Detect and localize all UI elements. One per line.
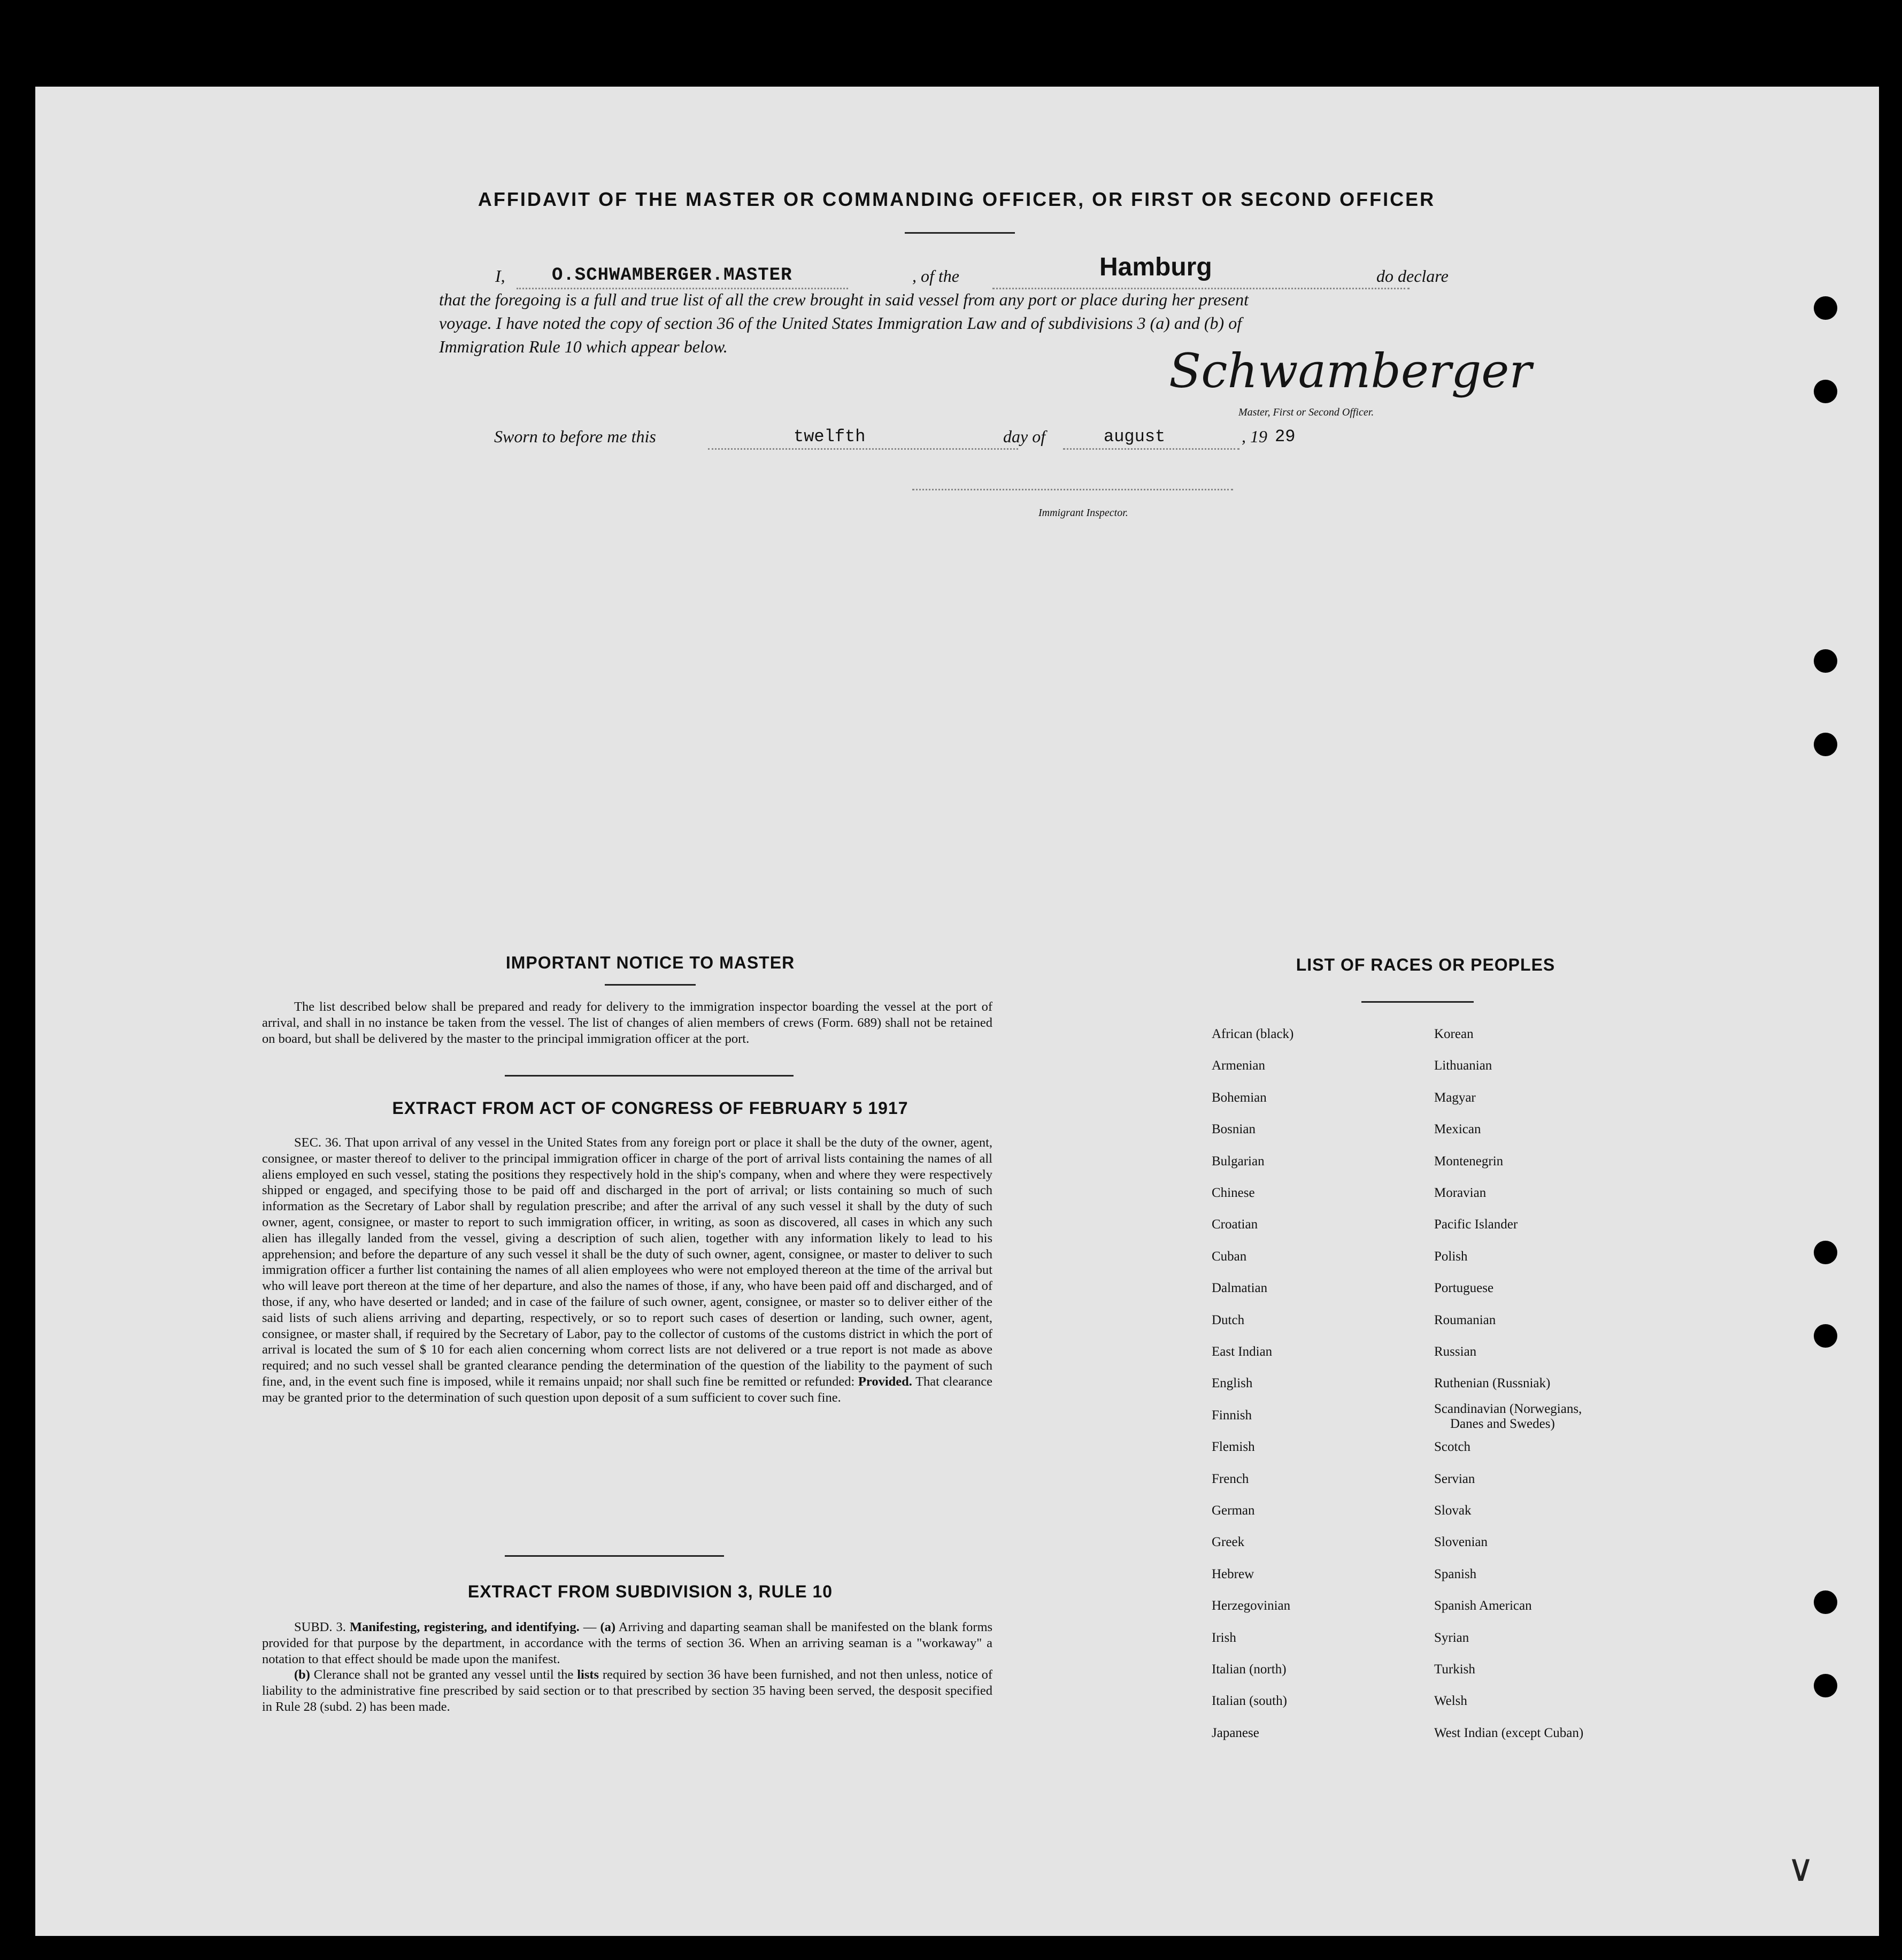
race-label: Montenegrin <box>1434 1154 1504 1169</box>
race-item <box>1434 1567 1476 1582</box>
race-label: Russian <box>1434 1344 1477 1359</box>
race-item <box>1434 1402 1582 1432</box>
notice-text <box>262 999 992 1047</box>
race-label: Magyar <box>1434 1090 1476 1105</box>
race-item <box>1434 1249 1468 1264</box>
master-signature: Schwamberger <box>1169 343 1532 398</box>
race-label: Slovak <box>1434 1503 1472 1518</box>
race-item: East Indian <box>1212 1344 1273 1359</box>
provided-label: Provided. <box>858 1374 912 1389</box>
race-label: Pacific Islander <box>1434 1217 1518 1232</box>
race-label: Syrian <box>1434 1630 1469 1645</box>
race-label: Polish <box>1434 1249 1468 1264</box>
subd-a-text: Arriving and daparting seaman shall be manifested on the blank forms provided for that purpose by the department, in accordance with the terms of section 36. When an arriving seaman is a "workaway" a notation to that effect should be made upon the manifest. <box>262 1620 993 1666</box>
subd-heading: Manifesting, registering, and identifying. <box>350 1620 580 1634</box>
sworn-day-line <box>708 448 1018 450</box>
binder-hole <box>1814 296 1837 320</box>
race-item <box>1434 1313 1496 1328</box>
race-item: Chinese <box>1212 1186 1255 1200</box>
race-item <box>1434 1027 1474 1042</box>
master-name: O.SCHWAMBERGER.MASTER <box>552 265 792 286</box>
race-item: Japanese <box>1212 1725 1259 1740</box>
race-item <box>1434 1281 1493 1296</box>
race-item: English <box>1212 1376 1253 1391</box>
declaration-line-2: voyage. I have noted the copy of section 36 of the United States Immigration Law and of subdivisions 3 (a) and (b) of <box>439 313 1242 333</box>
race-label: Moravian <box>1434 1186 1487 1200</box>
binder-hole <box>1814 1590 1837 1614</box>
race-item: Bosnian <box>1212 1122 1256 1137</box>
race-item: Greek <box>1212 1535 1245 1550</box>
notice-title: IMPORTANT NOTICE TO MASTER <box>505 953 795 972</box>
notice-paragraph: The list described below shall be prepared and ready for delivery to the immigration inspector boarding the vessel at the port of arrival, and shall in no instance be taken from the vessel. The list of changes of alien members of crews (Form. 689) shall not be retained on board, but shall be delivered by the master to the principal immigration officer at the port. <box>262 1000 992 1046</box>
inspector-label: Immigrant Inspector. <box>1038 507 1128 519</box>
race-label: Portuguese <box>1434 1281 1494 1296</box>
document-page <box>35 87 1879 1936</box>
race-item: Italian (south) <box>1212 1694 1287 1709</box>
day-of-label: day of <box>1003 427 1046 446</box>
race-item: Croatian <box>1212 1217 1258 1232</box>
subd-dash: — <box>583 1620 600 1634</box>
race-item: French <box>1212 1471 1249 1486</box>
binder-hole <box>1814 649 1837 673</box>
sworn-day: twelfth <box>794 427 866 447</box>
races-title-rule <box>1361 1001 1474 1003</box>
race-item <box>1434 1694 1467 1709</box>
affidavit-title: AFFIDAVIT OF THE MASTER OR COMMANDING OFFICER, OR FIRST OR SECOND OFFICER <box>478 188 1436 210</box>
race-item: Dutch <box>1212 1312 1245 1327</box>
race-label: Slovenian <box>1434 1535 1488 1550</box>
sworn-year: 29 <box>1275 427 1296 447</box>
race-label: Lithuanian <box>1434 1058 1492 1073</box>
race-label: Servian <box>1434 1471 1475 1486</box>
act-paragraph: SEC. 36. That upon arrival of any vessel in the United States from any foreign port or place it shall be the duty of the owner, agent, consignee, or master thereof to deliver to the principal immigration officer in charge of the port of arrival lists containing the names of all aliens employed en such vessel, stating the positions they respectively hold in the ship's company, when and where they were respectively shipped or engaged, and specifying those to be paid off and discharged in the port of arrival; or lists containing so much of such information as the Secretary of Labor shall by regulation prescribe; and after the arrival of any such vessel it shall by the duty of such owner, agent, consignee, or master to report to such immigration officer, in writing, as soon as discovered, all cases in which any such alien has illegally landed from the vessel, giving a description of such alien, together with any information likely to lead to his apprehension; and before the departure of any such vessel it shall be the duty of such owner, agent, consignee, or master to deliver to such immigration officer a further list containing the names of all alien employees who were not employed thereon at the time of the arrival but who will leave port thereon at the time of her departure, and also the names of those, if any, who have been paid off and discharged, and of those, if any, who have deserted or landed; and in case of the failure of such owner, agent, consignee, or master so to deliver either of the said lists of such aliens arriving and departing, respectively, or so to report such cases of desertion or landing, such owner, agent, consignee, or master shall, if required by the Secretary of Labor, pay to the collector of customs of the customs district in which the port of arrival is located the sum of $ 10 for each alien concerning whom correct lists are not delivered or a true report is not made as above required; and no such vessel shall be granted clearance pending the determination of the question of the liability to the payment of such fine, and, in the event such fine is imposed, while it remains unpaid; nor shall such fine be remitted or refunded: <box>262 1135 992 1389</box>
race-item: Cuban <box>1212 1249 1247 1264</box>
year-prefix: , 19 <box>1242 427 1267 446</box>
act-text <box>262 1135 992 1406</box>
vessel-name: Hamburg <box>1099 253 1212 281</box>
race-item <box>1434 1090 1476 1105</box>
signature-caption: Master, First or Second Officer. <box>1238 406 1374 418</box>
margin-check-mark: ∨ <box>1787 1846 1815 1890</box>
race-item <box>1434 1122 1481 1137</box>
binder-hole <box>1814 380 1837 403</box>
subd-a-label: (a) <box>600 1620 616 1634</box>
subd-b-lists: lists <box>577 1667 599 1682</box>
race-item <box>1434 1217 1518 1232</box>
sworn-month: august <box>1104 427 1166 447</box>
binder-hole <box>1814 733 1837 756</box>
race-item: Bulgarian <box>1212 1154 1265 1169</box>
races-title: LIST OF RACES OR PEOPLES <box>1296 955 1556 974</box>
race-item <box>1434 1662 1475 1677</box>
race-item <box>1434 1376 1550 1391</box>
rule10-text <box>262 1619 992 1715</box>
subd-b-label: (b) <box>294 1667 310 1682</box>
act-title: EXTRACT FROM ACT OF CONGRESS OF FEBRUARY 5 1917 <box>392 1098 908 1118</box>
race-label: West Indian (except Cuban) <box>1434 1725 1584 1740</box>
race-label: Spanish American <box>1434 1598 1532 1613</box>
notice-title-rule <box>605 984 696 986</box>
race-item: Hebrew <box>1212 1566 1254 1581</box>
race-label: Turkish <box>1434 1662 1475 1677</box>
race-item <box>1434 1598 1532 1613</box>
binder-hole <box>1814 1674 1837 1697</box>
race-item: African (black) <box>1212 1027 1294 1041</box>
race-label-continuation: Danes and Swedes) <box>1450 1416 1555 1431</box>
race-label: Ruthenian (Russniak) <box>1434 1376 1551 1391</box>
inspector-signature-line <box>912 489 1233 490</box>
subd-b-text-2: required by section 36 have been furnished, and not then unless, notice of liability to the administrative fine prescribed by said section or to that prescribed by section 35 having been served, the desposit specified in Rule 28 (subd. 2) has been made. <box>262 1667 993 1714</box>
race-label: Scandinavian (Norwegians, <box>1434 1401 1582 1416</box>
race-item: Italian (north) <box>1212 1662 1287 1677</box>
rule10-title: EXTRACT FROM SUBDIVISION 3, RULE 10 <box>467 1582 833 1601</box>
race-item <box>1434 1472 1475 1487</box>
race-label: Roumanian <box>1434 1312 1496 1327</box>
race-item: Flemish <box>1212 1440 1255 1455</box>
act-end-rule <box>505 1555 724 1557</box>
race-label: Mexican <box>1434 1122 1481 1137</box>
race-label: Korean <box>1434 1027 1474 1041</box>
race-item <box>1434 1186 1486 1201</box>
binder-hole <box>1814 1324 1837 1348</box>
act-paragraph-end: That clearance may be granted prior to the determination of such question upon deposit of a sum sufficient to cover such fine. <box>262 1374 993 1405</box>
subd-b-text-1: Clerance shall not be granted any vessel until the <box>313 1667 574 1682</box>
race-item: Finnish <box>1212 1408 1252 1423</box>
subd-label: SUBD. 3. <box>294 1620 346 1634</box>
race-item: Bohemian <box>1212 1090 1267 1105</box>
race-item: Dalmatian <box>1212 1281 1268 1296</box>
do-declare-label: do declare <box>1376 266 1449 286</box>
race-item <box>1434 1440 1470 1455</box>
notice-end-rule <box>505 1075 794 1077</box>
declaration-line-3: Immigration Rule 10 which appear below. <box>439 337 728 356</box>
affidavit-title-rule <box>905 232 1015 234</box>
affidavit-i-label: I, <box>495 266 505 286</box>
binder-hole <box>1814 1241 1837 1264</box>
race-item <box>1434 1154 1503 1169</box>
race-label: Welsh <box>1434 1694 1467 1709</box>
race-item: Armenian <box>1212 1058 1265 1073</box>
race-item <box>1434 1535 1488 1550</box>
race-item <box>1434 1726 1583 1741</box>
sworn-month-line <box>1063 448 1239 450</box>
race-label: Spanish <box>1434 1566 1477 1581</box>
sworn-label: Sworn to before me this <box>494 427 656 446</box>
race-item: Irish <box>1212 1630 1236 1645</box>
race-item <box>1434 1344 1476 1359</box>
race-item <box>1434 1503 1471 1518</box>
race-item: German <box>1212 1503 1255 1518</box>
race-item <box>1434 1631 1469 1646</box>
race-item <box>1434 1058 1492 1073</box>
race-item: Herzegovinian <box>1212 1598 1291 1613</box>
declaration-line-1: that the foregoing is a full and true list of all the crew brought in said vessel from any port or place during her present <box>439 290 1249 309</box>
race-label: Scotch <box>1434 1440 1471 1455</box>
of-the-label: , of the <box>912 266 959 286</box>
